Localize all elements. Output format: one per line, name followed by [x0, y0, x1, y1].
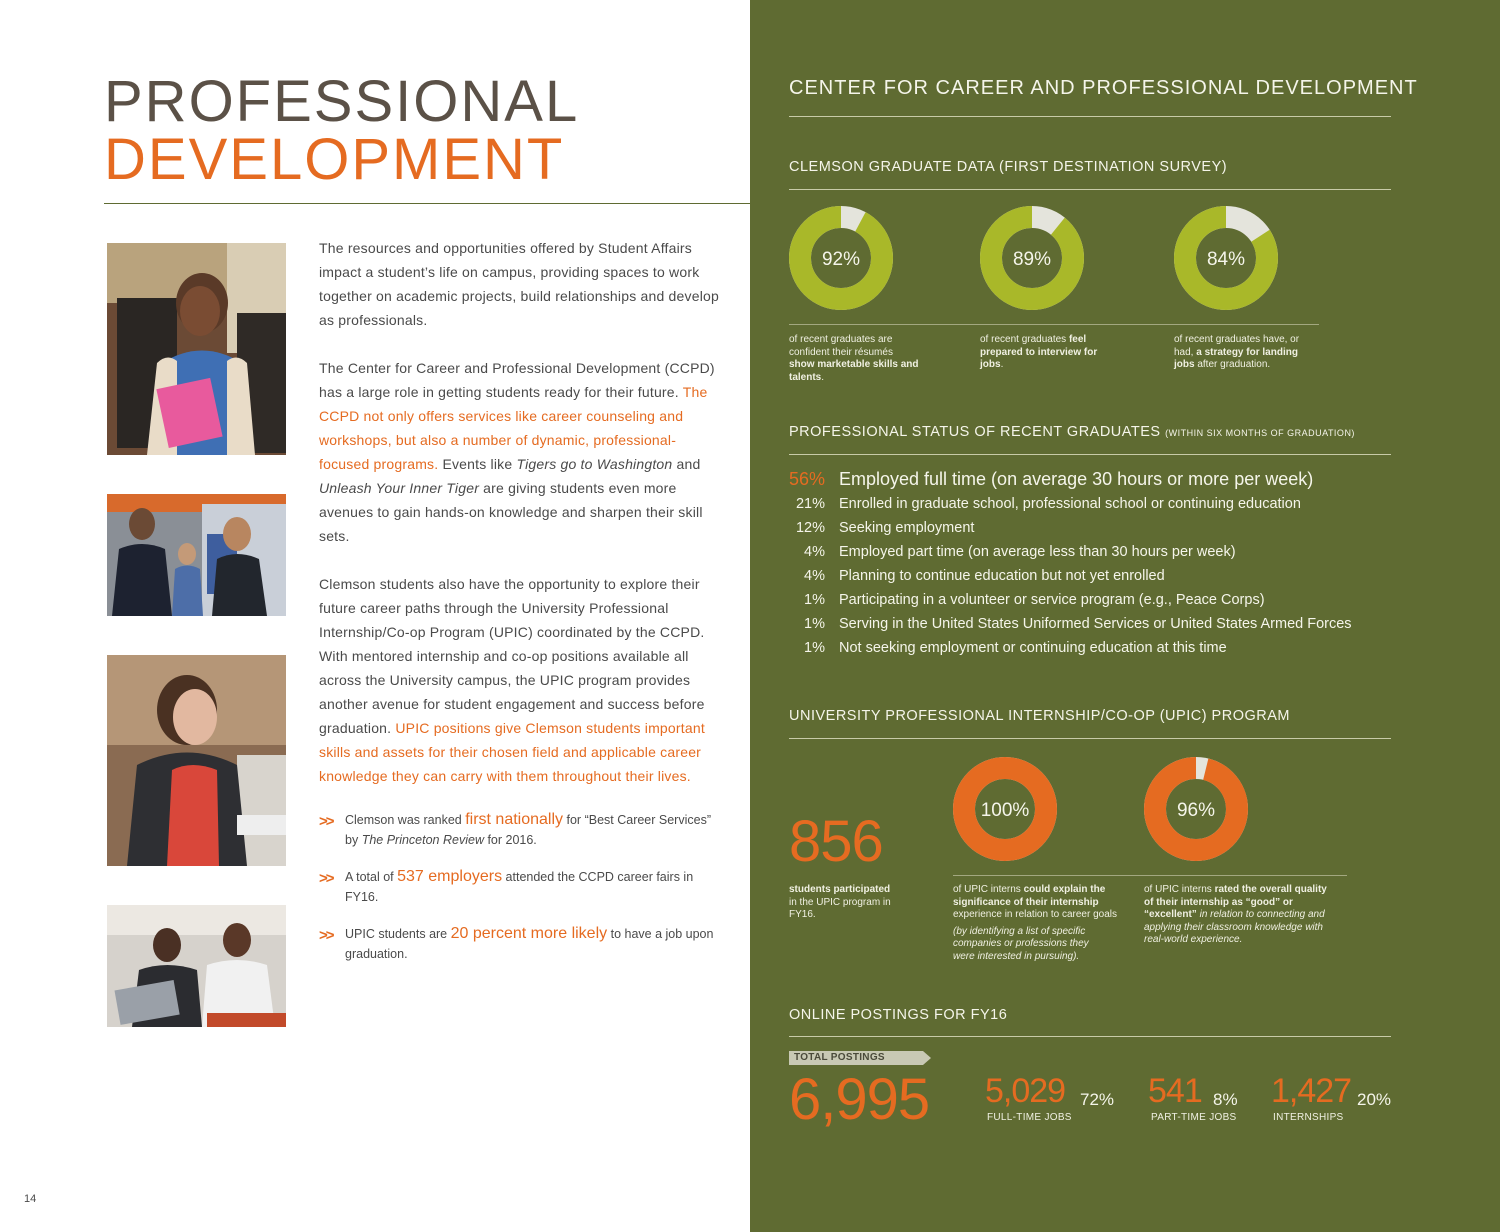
- label-text: .: [1000, 359, 1004, 370]
- paragraph-2-text-a: The Center for Career and Professional Development (CCPD) has a large role in getting students ready for their future.: [319, 360, 715, 400]
- status-divider: [789, 454, 1391, 455]
- status-row: [789, 520, 1409, 536]
- paragraph-2-text-c: are giving students even more avenues to gain hands-on knowledge and sharpen their skill sets.: [319, 480, 703, 544]
- fact-text: Clemson was ranked: [345, 813, 466, 827]
- donut-value-label: 96%: [1176, 800, 1216, 821]
- fulltime-postings-label: FULL-TIME JOBS: [987, 1112, 1072, 1123]
- donut-value-label: 100%: [980, 800, 1030, 821]
- status-pct: 1%: [804, 616, 825, 632]
- fact-item: [319, 810, 719, 850]
- paragraph-3-text: Clemson students also have the opportunity to explore their future career paths through the University Professional Internship/Co-op Program (UPIC) coordinated by the CCPD. With mentored internship and co-op positions available all across the University campus, the UPIC program provides another avenue for student engagement and success before graduation.: [319, 576, 705, 736]
- parttime-postings-pct: 8%: [1213, 1090, 1238, 1109]
- page-number: 14: [24, 1193, 37, 1205]
- paragraph-2-highlight: The CCPD not only offers services like career counseling and workshops, but also a number of dynamic, professional-focused programs.: [319, 384, 708, 472]
- photo-student-computer: [107, 655, 286, 866]
- donut-chart-resumes: [789, 206, 893, 310]
- photo-career-fair: [107, 494, 286, 616]
- label-text: of UPIC interns: [953, 884, 1024, 895]
- survey-subdivider: [789, 324, 1319, 325]
- label-text: of recent graduates are confident their résumés: [789, 334, 893, 358]
- survey-divider: [789, 189, 1391, 190]
- fact-text: attended the CCPD career fairs in FY16.: [345, 870, 694, 904]
- fact-highlight: 537 employers: [397, 868, 503, 885]
- survey-label-resumes: [789, 334, 919, 384]
- paragraph-2-text-b: Events like: [438, 456, 517, 472]
- label-text: of UPIC interns: [1144, 884, 1215, 895]
- survey-label-interview: [980, 334, 1110, 372]
- internship-postings-value: 1,427: [1271, 1072, 1352, 1110]
- double-chevron-icon: >>: [319, 870, 333, 887]
- status-pct: 56%: [789, 469, 826, 489]
- parttime-postings-label: PART-TIME JOBS: [1151, 1112, 1237, 1123]
- label-text: .: [821, 371, 825, 383]
- title-divider: [104, 203, 750, 204]
- status-row: [789, 592, 1409, 608]
- donut-value-label: 89%: [1012, 249, 1052, 270]
- upic-quality-label: [1144, 884, 1334, 947]
- fact-highlight: first nationally: [465, 811, 564, 828]
- fact-text: to have a job upon graduation.: [345, 927, 714, 961]
- status-pct: 1%: [804, 592, 825, 608]
- status-text: Seeking employment: [839, 520, 975, 536]
- label-bold: students participated: [789, 884, 891, 895]
- label-bold: could explain the significance of their internship: [953, 884, 1106, 908]
- postings-divider: [789, 1036, 1391, 1037]
- status-pct: 1%: [804, 640, 825, 656]
- ccpd-heading: CENTER FOR CAREER AND PROFESSIONAL DEVELOPMENT: [789, 77, 1418, 99]
- status-row: [789, 568, 1409, 584]
- label-italic-note: (by identifying a list of specific companies or professions they were interested in pursuing).: [953, 925, 1089, 962]
- total-postings-tag: [789, 1051, 921, 1065]
- donut-chart-interview: [980, 206, 1084, 310]
- internship-postings-label: INTERNSHIPS: [1273, 1112, 1344, 1123]
- postings-heading: ONLINE POSTINGS FOR FY16: [789, 1007, 1008, 1023]
- fact-text: for 2016.: [483, 833, 537, 847]
- survey-heading: CLEMSON GRADUATE DATA (FIRST DESTINATION SURVEY): [789, 159, 1228, 175]
- total-postings-value: 6,995: [789, 1067, 930, 1132]
- status-text: Enrolled in graduate school, professional school or continuing education: [839, 496, 1301, 512]
- total-postings-label: TOTAL POSTINGS: [794, 1052, 885, 1063]
- upic-heading: UNIVERSITY PROFESSIONAL INTERNSHIP/CO-OP (UPIC) PROGRAM: [789, 708, 1290, 724]
- label-text: after graduation.: [1194, 359, 1271, 370]
- label-bold: rated the overall quality of their internship as “good” or “excellent”: [1144, 884, 1327, 920]
- upic-divider: [789, 738, 1391, 739]
- label-italic-note: in relation to connecting and applying their classroom knowledge with real-world experience.: [1144, 909, 1325, 945]
- label-text: in the UPIC program in FY16.: [789, 896, 891, 920]
- photo-student-reading: [107, 243, 286, 455]
- upic-count-label: [789, 884, 899, 922]
- paragraph-1: The resources and opportunities offered by Student Affairs impact a student’s life on campus, providing spaces to work together on academic projects, build relationships and develop as professionals.: [319, 240, 719, 328]
- label-text: of recent graduates have, or had,: [1174, 334, 1300, 358]
- upic-significance-label: [953, 884, 1123, 963]
- label-bold: show marketable skills and talents: [789, 359, 919, 383]
- status-row: [789, 469, 1409, 490]
- status-row: [789, 616, 1409, 632]
- upic-participants-count: 856: [789, 809, 883, 874]
- status-text: Serving in the United States Uniformed Services or United States Armed Forces: [839, 616, 1352, 632]
- status-heading-text: PROFESSIONAL STATUS OF RECENT GRADUATES: [789, 424, 1161, 440]
- fact-item: [319, 924, 719, 964]
- fulltime-postings-value: 5,029: [985, 1072, 1066, 1110]
- photo-students-laptop: [107, 905, 286, 1027]
- event-unleash-your-inner-tiger: Unleash Your Inner Tiger: [319, 480, 480, 496]
- status-text: Employed part time (on average less than 30 hours per week): [839, 544, 1236, 560]
- status-text: Employed full time (on average 30 hours or more per week): [839, 469, 1314, 489]
- fact-text: A total of: [345, 870, 398, 884]
- status-text: Planning to continue education but not yet enrolled: [839, 568, 1165, 584]
- paragraph-2-and: and: [672, 456, 701, 472]
- fact-highlight: 20 percent more likely: [450, 925, 608, 942]
- paragraph-3-highlight: UPIC positions give Clemson students important skills and assets for their chosen field and applicable career knowledge they can carry with them throughout their lives.: [319, 720, 705, 784]
- label-bold: a strategy for landing jobs: [1174, 346, 1298, 370]
- page-title-line2: DEVELOPMENT: [104, 127, 565, 192]
- donut-chart-upic-quality: [1144, 757, 1248, 861]
- right-panel: [750, 0, 1500, 1232]
- status-pct: 4%: [804, 568, 825, 584]
- label-text: experience in relation to career goals: [953, 909, 1117, 920]
- facts-list: [319, 810, 719, 981]
- double-chevron-icon: >>: [319, 927, 333, 944]
- event-tigers-go-to-washington: Tigers go to Washington: [516, 456, 673, 472]
- parttime-postings-value: 541: [1148, 1072, 1202, 1110]
- survey-label-strategy: [1174, 334, 1304, 372]
- heading-divider: [789, 116, 1391, 117]
- donut-value-label: 92%: [821, 249, 861, 270]
- status-pct: 12%: [795, 520, 825, 536]
- upic-subdivider: [953, 875, 1347, 876]
- status-row: [789, 496, 1409, 512]
- double-chevron-icon: >>: [319, 813, 333, 830]
- fact-text: for “Best Career Services” by: [345, 813, 711, 847]
- status-row: [789, 640, 1409, 656]
- paragraph-3: [319, 572, 719, 788]
- donut-value-label: 84%: [1206, 249, 1246, 270]
- label-text: of recent graduates: [980, 334, 1069, 345]
- paragraph-2: [319, 356, 719, 548]
- fulltime-postings-pct: 72%: [1080, 1090, 1115, 1109]
- label-bold: feel prepared to interview for jobs: [980, 334, 1098, 370]
- fact-italic: The Princeton Review: [361, 833, 484, 847]
- page-title-line1: PROFESSIONAL: [104, 69, 580, 134]
- status-row: [789, 544, 1409, 560]
- status-text: Participating in a volunteer or service program (e.g., Peace Corps): [839, 592, 1265, 608]
- body-text: [319, 236, 719, 812]
- donut-chart-upic-significance: [953, 757, 1057, 861]
- fact-item: [319, 867, 719, 907]
- status-heading-note: (WITHIN SIX MONTHS OF GRADUATION): [1165, 428, 1355, 438]
- internship-postings-pct: 20%: [1357, 1090, 1392, 1109]
- donut-chart-strategy: [1174, 206, 1278, 310]
- status-heading: [789, 424, 1355, 440]
- status-text: Not seeking employment or continuing education at this time: [839, 640, 1227, 656]
- fact-text: UPIC students are: [345, 927, 451, 941]
- status-pct: 21%: [795, 496, 825, 512]
- status-pct: 4%: [804, 544, 825, 560]
